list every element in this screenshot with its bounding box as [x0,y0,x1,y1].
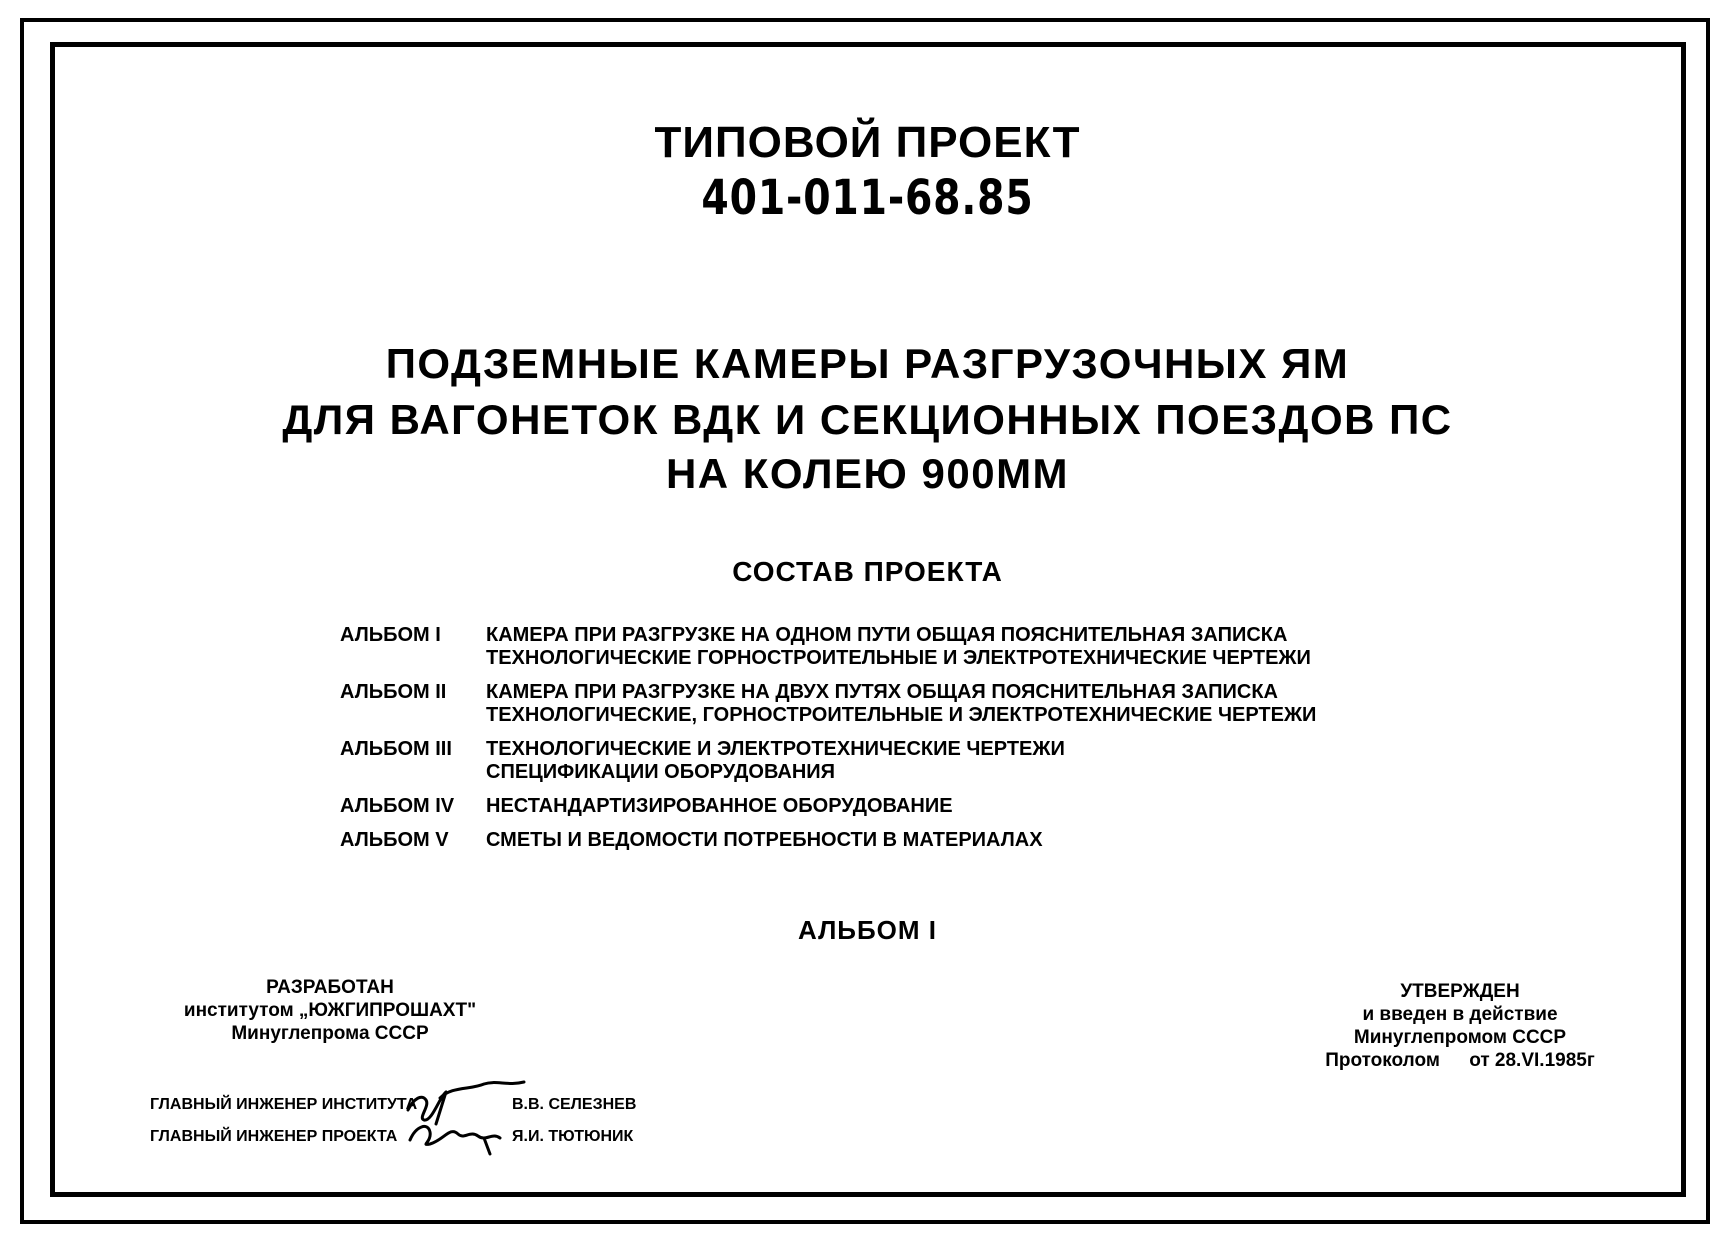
approval-date: от 28.VI.1985г [1469,1050,1595,1071]
approval-action: и введен в действие [1362,1004,1558,1025]
album-description-line: ТЕХНОЛОГИЧЕСКИЕ, ГОРНОСТРОИТЕЛЬНЫЕ И ЭЛЕКТРОТЕХНИЧЕСКИЕ ЧЕРТЕЖИ [486,704,1317,726]
title-line-2: ДЛЯ ВАГОНЕТОК ВДК И СЕКЦИОННЫХ ПОЕЗДОВ ПС [282,396,1453,443]
approval-label: УТВЕРЖДЕН [1400,981,1520,1002]
album-description-line: СПЕЦИФИКАЦИИ ОБОРУДОВАНИЯ [486,761,836,783]
album-description-line: КАМЕРА ПРИ РАЗГРУЗКЕ НА ДВУХ ПУТЯХ ОБЩАЯ ПОЯСНИТЕЛЬНАЯ ЗАПИСКА [486,681,1279,703]
signature-role: ГЛАВНЫЙ ИНЖЕНЕР ИНСТИТУТА [150,1096,418,1113]
album-list [340,624,1340,863]
album-item [340,624,1340,670]
album-item [340,829,1340,852]
approval-ministry: Минуглепромом СССР [1353,1027,1567,1048]
developer-block [140,976,520,1045]
current-album: АЛЬБОМ I [797,915,938,945]
approval-block [1300,980,1620,1072]
album-description-line: КАМЕРА ПРИ РАЗГРУЗКЕ НА ОДНОМ ПУТИ ОБЩАЯ ПОЯСНИТЕЛЬНАЯ ЗАПИСКА [486,624,1288,646]
signature-scribble-icon [400,1108,530,1158]
title-line-3: НА КОЛЕЮ 900ММ [665,450,1070,497]
album-description-line: СМЕТЫ И ВЕДОМОСТИ ПОТРЕБНОСТИ В МАТЕРИАЛАХ [486,829,1043,851]
signature-name: В.В. СЕЛЕЗНЕВ [512,1096,637,1113]
album-item [340,795,1340,818]
approval-protocol: Протоколом [1325,1050,1440,1071]
project-number: 401-011-68.85 [701,170,1034,226]
signature-name: Я.И. ТЮТЮНИК [512,1128,634,1145]
album-description-line: ТЕХНОЛОГИЧЕСКИЕ ГОРНОСТРОИТЕЛЬНЫЕ И ЭЛЕКТРОТЕХНИЧЕСКИЕ ЧЕРТЕЖИ [486,647,1311,669]
album-item [340,681,1340,727]
album-title: АЛЬБОМ IV [340,795,455,817]
project-type: ТИПОВОЙ ПРОЕКТ [654,118,1081,167]
title-line-1: ПОДЗЕМНЫЕ КАМЕРЫ РАЗГРУЗОЧНЫХ ЯМ [385,340,1350,387]
album-item [340,738,1340,784]
album-title: АЛЬБОМ III [340,738,452,760]
developer-ministry: Минуглепрома СССР [231,1023,429,1044]
developer-label: РАЗРАБОТАН [266,977,394,998]
album-description-line: ТЕХНОЛОГИЧЕСКИЕ И ЭЛЕКТРОТЕХНИЧЕСКИЕ ЧЕРТЕЖИ [486,738,1065,760]
composition-heading: СОСТАВ ПРОЕКТА [732,556,1003,587]
album-title: АЛЬБОМ I [340,624,441,646]
signature-role: ГЛАВНЫЙ ИНЖЕНЕР ПРОЕКТА [150,1128,398,1145]
developer-institute: институтом „ЮЖГИПРОШАХТ" [183,1000,477,1021]
album-title: АЛЬБОМ V [340,829,449,851]
signature-row [150,1122,670,1152]
album-description-line: НЕСТАНДАРТИЗИРОВАННОЕ ОБОРУДОВАНИЕ [486,795,953,817]
album-title: АЛЬБОМ II [340,681,447,703]
